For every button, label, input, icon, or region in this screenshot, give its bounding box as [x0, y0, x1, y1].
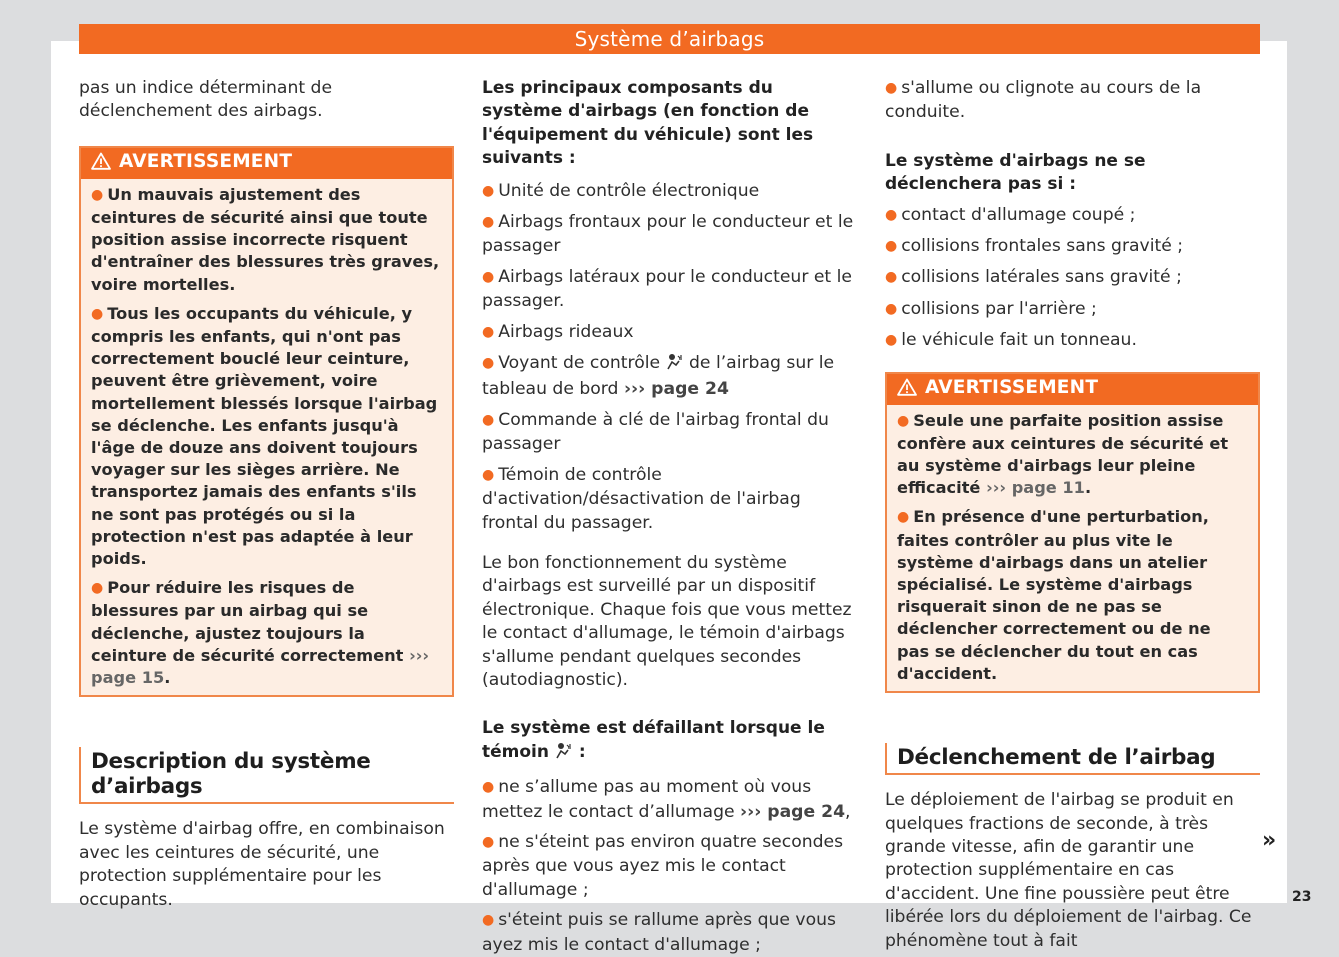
bullet-icon: ● — [885, 80, 898, 96]
page-reference-link[interactable]: ››› page 11 — [986, 478, 1085, 498]
list-item: ● collisions par l'arrière ; — [885, 298, 1097, 319]
airbag-warning-icon — [555, 742, 573, 767]
list-item: ● Airbags rideaux — [482, 321, 634, 342]
list-item: ● s'éteint puis se rallume après que vous ayez mis le contact d'allumage ; — [482, 910, 836, 955]
bullet-icon: ● — [91, 580, 104, 597]
no-deploy-heading: Le système d'airbags ne se déclenchera pas si : — [885, 150, 1146, 195]
bullet-icon: ● — [482, 411, 495, 428]
list-item: ● Voyant de contrôle de l’airbag sur le tableau de bord ››› page 24 — [482, 353, 835, 400]
page-reference-link[interactable]: ››› page 24 — [623, 379, 729, 400]
warning-title: AVERTISSEMENT — [119, 150, 293, 172]
bullet-icon: ● — [482, 323, 495, 340]
bullet-icon: ● — [885, 269, 898, 286]
section-title-description: Description du système d’airbags — [79, 747, 454, 804]
warning-item: ● Un mauvais ajustement des ceintures de sécurité ainsi que toute position assise incorrecte risquent d'entraîner des blessures très graves, voire mortelles. — [91, 184, 440, 294]
monitoring-paragraph: Le bon fonctionnement du système d'airbags est surveillé par un dispositif électronique. Chaque fois que vous mettez le contact d'allumage, le témoin d'airbags s'allume pendant quelques secondes (autodiagnostic). — [482, 552, 852, 690]
bullet-icon: ● — [482, 833, 495, 850]
bullet-icon: ● — [482, 466, 495, 483]
warning-box — [885, 372, 1260, 693]
continue-marker-icon: » — [1262, 828, 1277, 853]
bullet-icon: ● — [482, 182, 495, 199]
bullet-icon: ● — [885, 206, 898, 223]
page-number: 23 — [1292, 889, 1312, 905]
airbag-warning-icon — [666, 353, 684, 378]
warning-body — [81, 179, 452, 695]
fault-heading: Le système est défaillant lorsque le témoin : — [482, 717, 857, 767]
bullet-icon: ● — [897, 509, 910, 526]
list-item: ● Commande à clé de l'airbag frontal du passager — [482, 409, 829, 455]
warning-triangle-icon — [91, 152, 111, 178]
warning-item: ● En présence d'une perturbation, faites contrôler au plus vite le système d'airbags dans un atelier spécialisé. Le système d'airbags risquerait sinon de ne pas se déclencher correctement ou de ne pas se déclencher du tout en cas d'accident. — [897, 507, 1211, 683]
column-3 — [885, 77, 1260, 953]
warning-header — [887, 374, 1258, 405]
list-item: ● Airbags latéraux pour le conducteur et le passager. — [482, 266, 852, 312]
bullet-icon: ● — [482, 779, 495, 796]
list-item: ● contact d'allumage coupé ; — [885, 204, 1136, 225]
bullet-icon: ● — [91, 305, 104, 322]
warning-box — [79, 146, 454, 697]
components-heading: Les principaux composants du système d'airbags (en fonction de l'équipement du véhicule) sont les suivants : — [482, 78, 814, 169]
bullet-icon: ● — [885, 238, 898, 255]
column-2 — [482, 77, 857, 957]
list-item: ● collisions latérales sans gravité ; — [885, 267, 1182, 288]
bullet-icon: ● — [885, 332, 898, 349]
warning-title: AVERTISSEMENT — [925, 376, 1099, 398]
intro-paragraph: pas un indice déterminant de déclenchement des airbags. — [79, 78, 333, 122]
list-item: ● ne s'éteint pas environ quatre secondes après que vous ayez mis le contact d'allumage ; — [482, 831, 844, 900]
bullet-icon: ● — [91, 186, 104, 203]
section-title-deployment: Déclenchement de l’airbag — [885, 743, 1260, 775]
page-reference-link[interactable]: ››› page 24 — [740, 801, 846, 822]
warning-item: ● Pour réduire les risques de blessures par un airbag qui se déclenche, ajustez toujours la ceinture de sécurité correctement ››› page 15. — [91, 578, 430, 688]
fault-list — [482, 776, 857, 957]
bullet-icon: ● — [482, 912, 495, 929]
bullet-icon: ● — [482, 355, 495, 372]
bullet-icon: ● — [897, 412, 910, 429]
list-item: ● s'allume ou clignote au cours de la conduite. — [885, 78, 1202, 123]
list-item: ● Unité de contrôle électronique — [482, 180, 760, 201]
page-reference-link[interactable]: ››› page 15 — [91, 645, 430, 688]
warning-body — [887, 405, 1258, 691]
list-item: ● le véhicule fait un tonneau. — [885, 330, 1137, 351]
list-item: ● ne s’allume pas au moment où vous mettez le contact d’allumage ››› page 24, — [482, 777, 851, 822]
warning-item: ● Seule une parfaite position assise confère aux ceintures de sécurité et au système d'airbags leur pleine efficacité ››› page 11. — [897, 410, 1229, 498]
bullet-icon: ● — [885, 300, 898, 317]
list-item: ● collisions frontales sans gravité ; — [885, 236, 1184, 257]
components-list — [482, 180, 857, 535]
warning-item: ● Tous les occupants du véhicule, y compris les enfants, qui n'ont pas correctement bouclé leur ceinture, peuvent être grièvement, voire mortellement blessés lorsque l'airbag se déclenche. Les enfants jusqu'à l'âge de douze ans doivent toujours voyager sur les sièges arrière. Ne transportez jamais des enfants s'ils ne sont pas protégés ou si la protection n'est pas adaptée à leur poids. — [91, 303, 438, 569]
column-1 — [79, 77, 454, 912]
no-deploy-list — [885, 204, 1260, 354]
section-body-description: Le système d'airbag offre, en combinaison avec les ceintures de sécurité, une protection supplémentaire pour les occupants. — [79, 819, 445, 910]
chapter-header: Système d’airbags — [79, 24, 1260, 54]
warning-triangle-icon — [897, 378, 917, 404]
list-item: ● Airbags frontaux pour le conducteur et le passager — [482, 212, 854, 257]
list-item: ● Témoin de contrôle d'activation/désactivation de l'airbag frontal du passager. — [482, 464, 801, 533]
section-body-deployment: Le déploiement de l'airbag se produit en quelques fractions de seconde, à très grande vitesse, afin de garantir une protection supplémentaire en cas d'accident. Une fine poussière peut être libérée lors du déploiement de l'airbag. Ce phénomène tout à fait — [885, 790, 1252, 951]
bullet-icon: ● — [482, 214, 495, 231]
warning-header — [81, 148, 452, 179]
bullet-icon: ● — [482, 268, 495, 285]
